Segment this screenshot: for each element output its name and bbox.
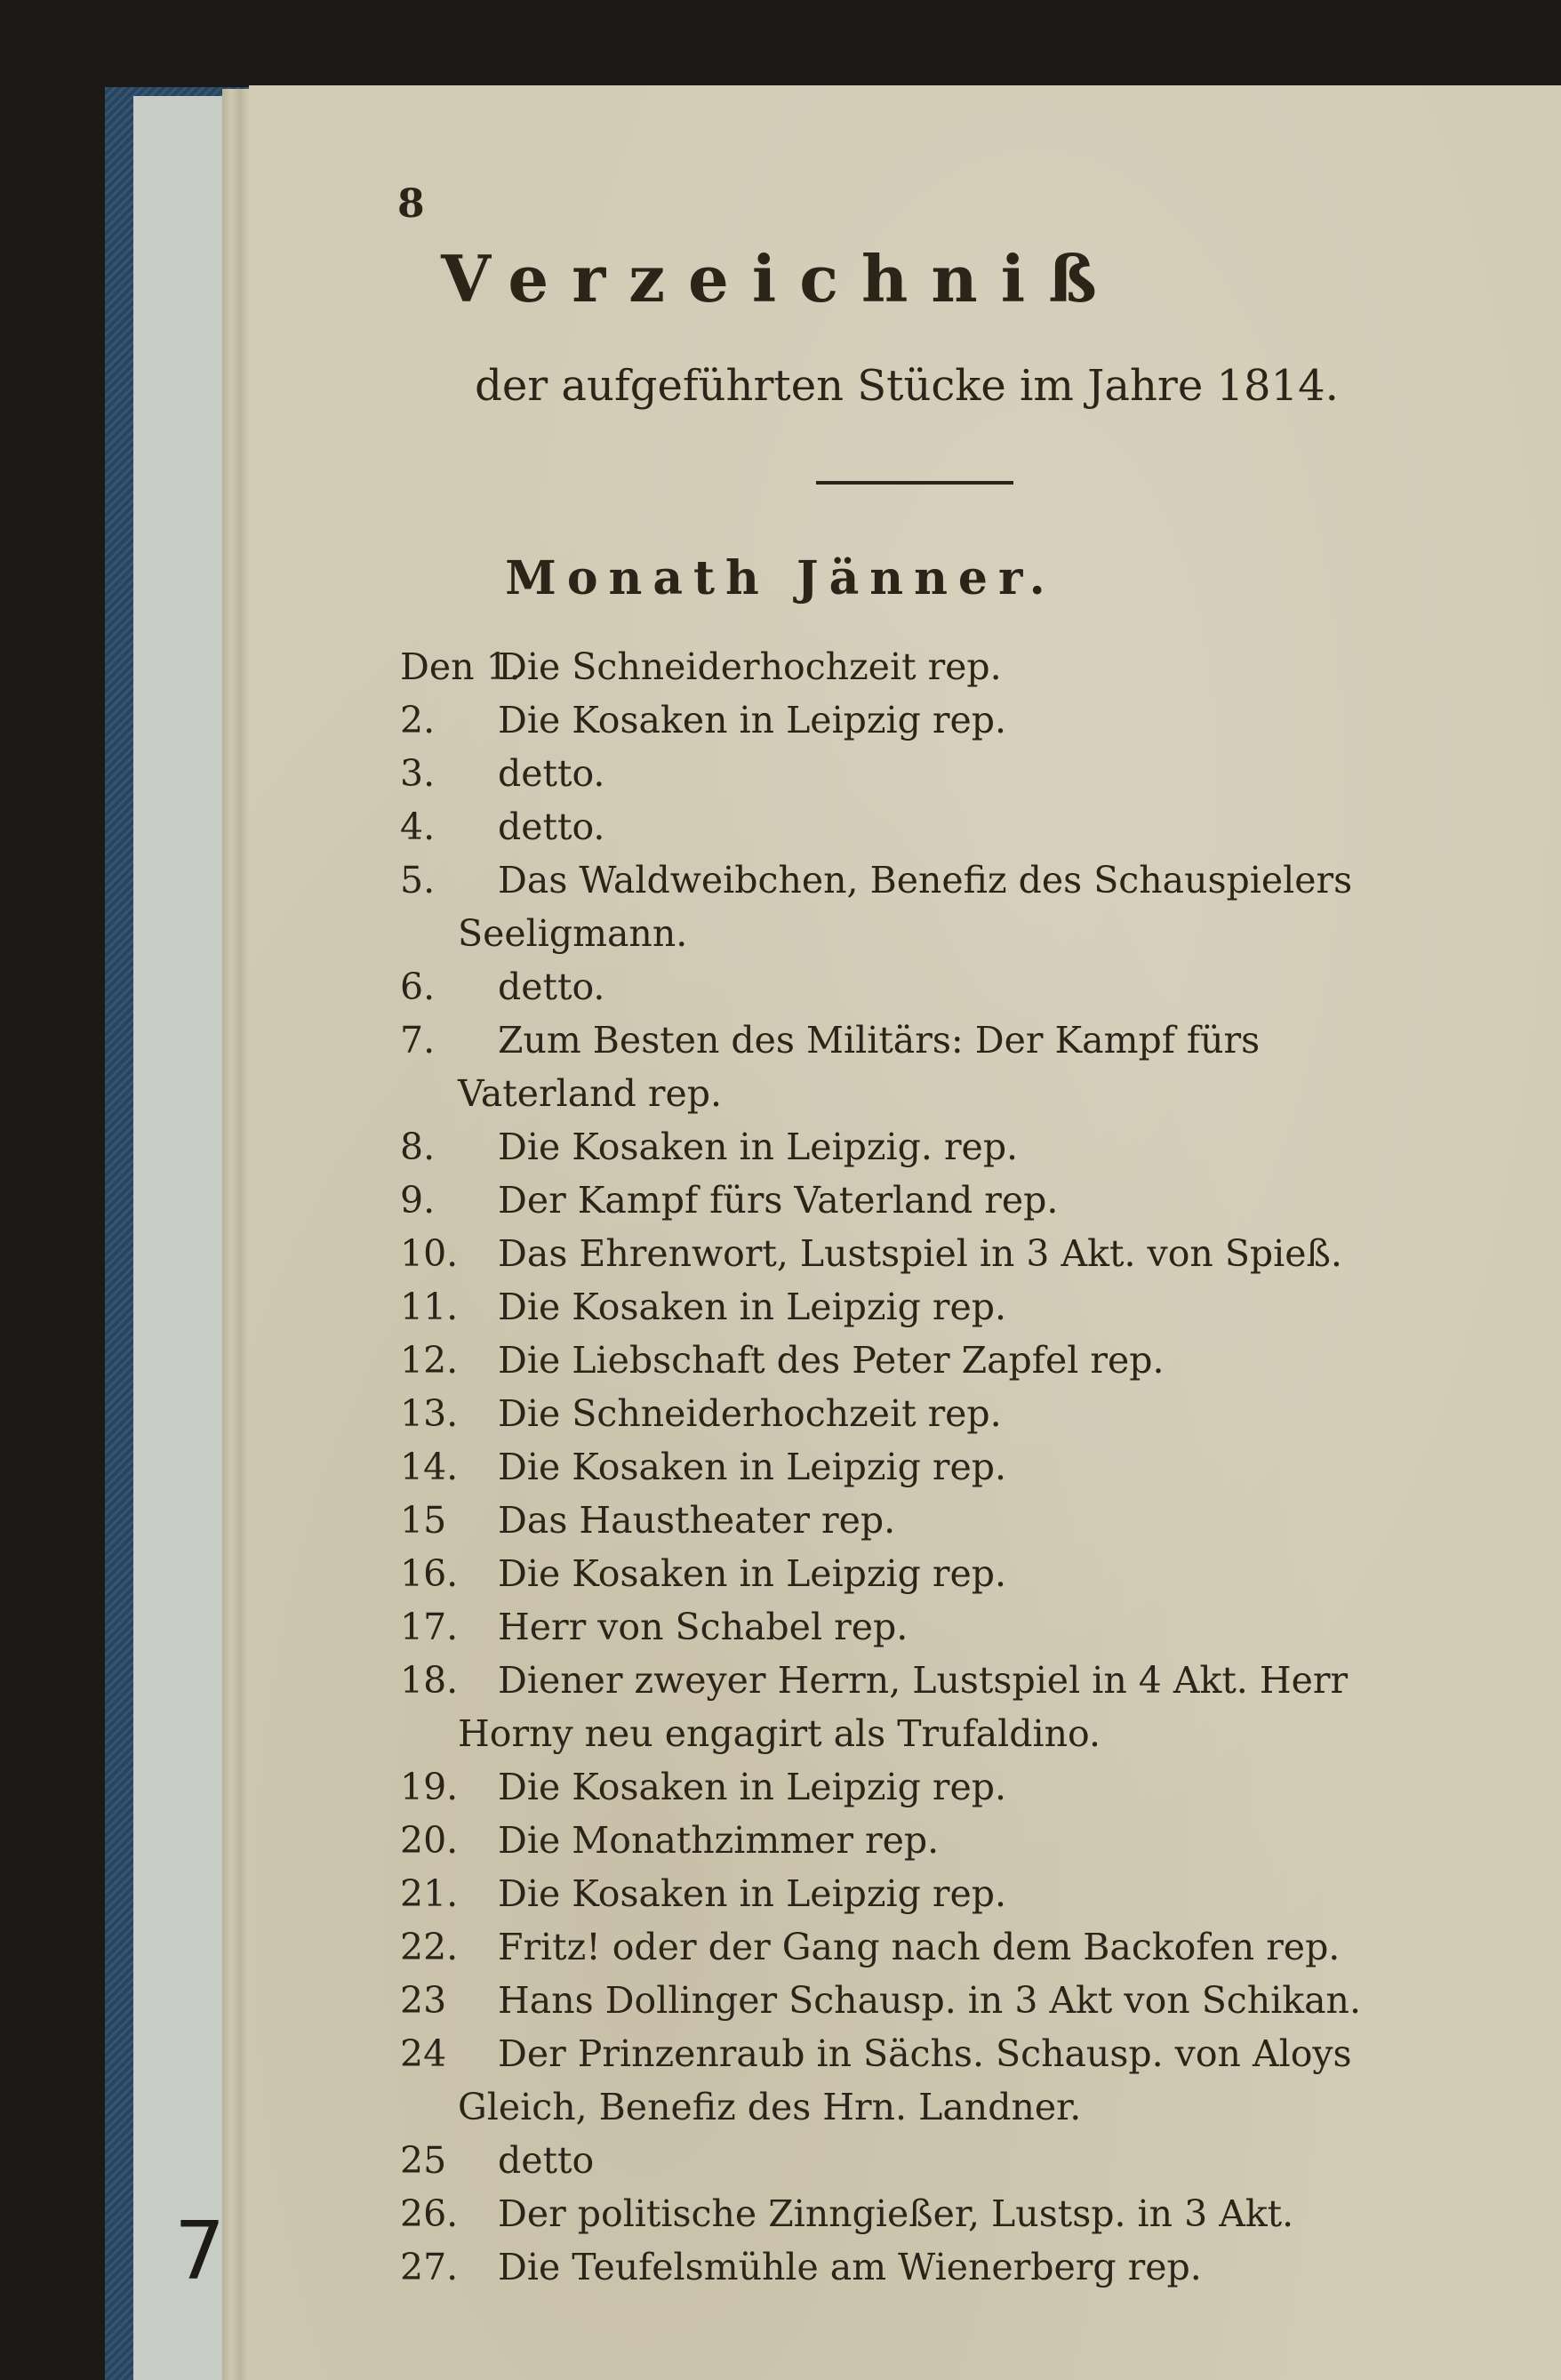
entry-number: 25 xyxy=(400,2139,447,2182)
entry-text: Die Kosaken in Leipzig rep. xyxy=(498,1872,1007,1915)
list-item xyxy=(400,1920,1422,1974)
entry-text: Fritz! oder der Gang nach dem Backofen rep. xyxy=(498,1926,1341,1968)
entry-row xyxy=(400,1600,1422,1654)
list-item xyxy=(400,1760,1422,1814)
list-item xyxy=(400,2134,1422,2187)
entry-number: 19. xyxy=(400,1766,459,1808)
entry-text: Die Schneiderhochzeit rep. xyxy=(498,645,1002,688)
entry-text: Zum Besten des Militärs: Der Kampf fürs xyxy=(498,1019,1261,1062)
entry-number: 15 xyxy=(400,1499,447,1542)
entry-number: 24 xyxy=(400,2032,447,2075)
entry-row xyxy=(400,1814,1422,1867)
entry-number: 9. xyxy=(400,1179,436,1222)
entry-continuation: Gleich, Benefiz des Hrn. Landner. xyxy=(458,2086,1082,2128)
entry-text: Das Haustheater rep. xyxy=(498,1499,896,1542)
page-number: 8 xyxy=(397,181,425,227)
entry-row xyxy=(400,1547,1422,1600)
entry-number: 7. xyxy=(400,1019,436,1062)
entry-text: Hans Dollinger Schausp. in 3 Akt von Schikan. xyxy=(498,1979,1361,2022)
entry-continuation: Vaterland rep. xyxy=(458,1072,723,1115)
entry-number: 10. xyxy=(400,1232,459,1275)
entry-row xyxy=(400,2027,1422,2080)
entry-row xyxy=(400,640,1422,693)
entry-row xyxy=(400,1760,1422,1814)
entry-text: Die Teufelsmühle am Wienerberg rep. xyxy=(498,2246,1202,2288)
entry-text: detto. xyxy=(498,752,605,795)
list-item xyxy=(400,1814,1422,1867)
entry-text: Die Kosaken in Leipzig rep. xyxy=(498,699,1007,741)
entry-row xyxy=(400,747,1422,800)
list-item xyxy=(400,2027,1422,2134)
list-item xyxy=(400,853,1422,960)
entry-number: 5. xyxy=(400,859,436,902)
entry-row xyxy=(400,1494,1422,1547)
entry-text: Die Schneiderhochzeit rep. xyxy=(498,1392,1002,1435)
entry-row xyxy=(400,1920,1422,1974)
entry-row xyxy=(400,1867,1422,1920)
entry-text: Die Kosaken in Leipzig rep. xyxy=(498,1766,1007,1808)
list-item xyxy=(400,1654,1422,1760)
list-item xyxy=(400,800,1422,853)
entry-number: 14. xyxy=(400,1446,459,1488)
entry-row xyxy=(400,2240,1422,2294)
list-item xyxy=(400,2187,1422,2240)
entry-continuation: Seeligmann. xyxy=(458,912,688,955)
entry-number: 2. xyxy=(400,699,436,741)
entry-number: 8. xyxy=(400,1126,436,1168)
divider-rule xyxy=(816,481,1013,485)
entry-number: 21. xyxy=(400,1872,459,1915)
list-item xyxy=(400,747,1422,800)
entry-row xyxy=(400,1280,1422,1334)
list-item xyxy=(400,1387,1422,1440)
entry-number: Den 1. xyxy=(400,645,521,688)
list-item xyxy=(400,1974,1422,2027)
entry-row xyxy=(400,2134,1422,2187)
entries-list xyxy=(400,640,1422,2294)
entry-number: 26. xyxy=(400,2192,459,2235)
entry-number: 27. xyxy=(400,2246,459,2288)
list-item xyxy=(400,1174,1422,1227)
entry-row xyxy=(400,960,1422,1014)
entry-number: 11. xyxy=(400,1286,459,1328)
entry-row xyxy=(400,693,1422,747)
list-item xyxy=(400,1600,1422,1654)
entry-text: Das Ehrenwort, Lustspiel in 3 Akt. von Spieß. xyxy=(498,1232,1342,1275)
entry-number: 18. xyxy=(400,1659,459,1702)
list-item xyxy=(400,1494,1422,1547)
entry-row xyxy=(400,1014,1422,1067)
entry-text: Diener zweyer Herrn, Lustspiel in 4 Akt. Herr xyxy=(498,1659,1349,1702)
entry-number: 16. xyxy=(400,1552,459,1595)
entry-text: Die Kosaken in Leipzig rep. xyxy=(498,1446,1007,1488)
list-item xyxy=(400,693,1422,747)
list-item xyxy=(400,1547,1422,1600)
entry-text: Der Prinzenraub in Sächs. Schausp. von Aloys xyxy=(498,2032,1352,2075)
list-item xyxy=(400,2240,1422,2294)
list-item xyxy=(400,640,1422,693)
entry-text: Die Kosaken in Leipzig. rep. xyxy=(498,1126,1019,1168)
entry-text: Die Monathzimmer rep. xyxy=(498,1819,940,1862)
entry-continuation: Horny neu engagirt als Trufaldino. xyxy=(458,1712,1101,1755)
entry-text: Das Waldweibchen, Benefiz des Schauspielers xyxy=(498,859,1353,902)
list-item xyxy=(400,1440,1422,1494)
list-item xyxy=(400,1227,1422,1280)
list-item xyxy=(400,960,1422,1014)
entry-row xyxy=(400,853,1422,907)
list-item xyxy=(400,1867,1422,1920)
entry-text: detto. xyxy=(498,966,605,1008)
list-item xyxy=(400,1014,1422,1120)
handwritten-mark: 7 xyxy=(174,2205,226,2298)
entry-number: 4. xyxy=(400,805,436,848)
list-item xyxy=(400,1334,1422,1387)
entry-row xyxy=(400,1120,1422,1174)
entry-text: Der Kampf fürs Vaterland rep. xyxy=(498,1179,1059,1222)
entry-number: 13. xyxy=(400,1392,459,1435)
entry-text: Die Kosaken in Leipzig rep. xyxy=(498,1286,1007,1328)
entry-row xyxy=(400,1654,1422,1707)
entry-row xyxy=(400,1440,1422,1494)
entry-number: 3. xyxy=(400,752,436,795)
entry-number: 6. xyxy=(400,966,436,1008)
entry-text: Die Kosaken in Leipzig rep. xyxy=(498,1552,1007,1595)
entry-row xyxy=(400,1174,1422,1227)
entry-row xyxy=(400,1227,1422,1280)
entry-number: 12. xyxy=(400,1339,459,1382)
entry-number: 20. xyxy=(400,1819,459,1862)
entry-text: Der politische Zinngießer, Lustsp. in 3 Akt. xyxy=(498,2192,1294,2235)
entry-row xyxy=(400,800,1422,853)
entry-text: detto. xyxy=(498,805,605,848)
entry-number: 23 xyxy=(400,1979,447,2022)
entry-row xyxy=(400,1974,1422,2027)
entry-text: Die Liebschaft des Peter Zapfel rep. xyxy=(498,1339,1165,1382)
entry-row xyxy=(400,2187,1422,2240)
entry-number: 22. xyxy=(400,1926,459,1968)
list-item xyxy=(400,1120,1422,1174)
entry-row xyxy=(400,1334,1422,1387)
list-item xyxy=(400,1280,1422,1334)
month-heading: Monath Jänner. xyxy=(505,551,1056,605)
entry-text: detto xyxy=(498,2139,595,2182)
entry-row xyxy=(400,1387,1422,1440)
page-title: Verzeichniß xyxy=(441,241,1120,317)
entry-number: 17. xyxy=(400,1606,459,1648)
page-subtitle: der aufgeführten Stücke im Jahre 1814. xyxy=(475,361,1339,411)
entry-text: Herr von Schabel rep. xyxy=(498,1606,909,1648)
